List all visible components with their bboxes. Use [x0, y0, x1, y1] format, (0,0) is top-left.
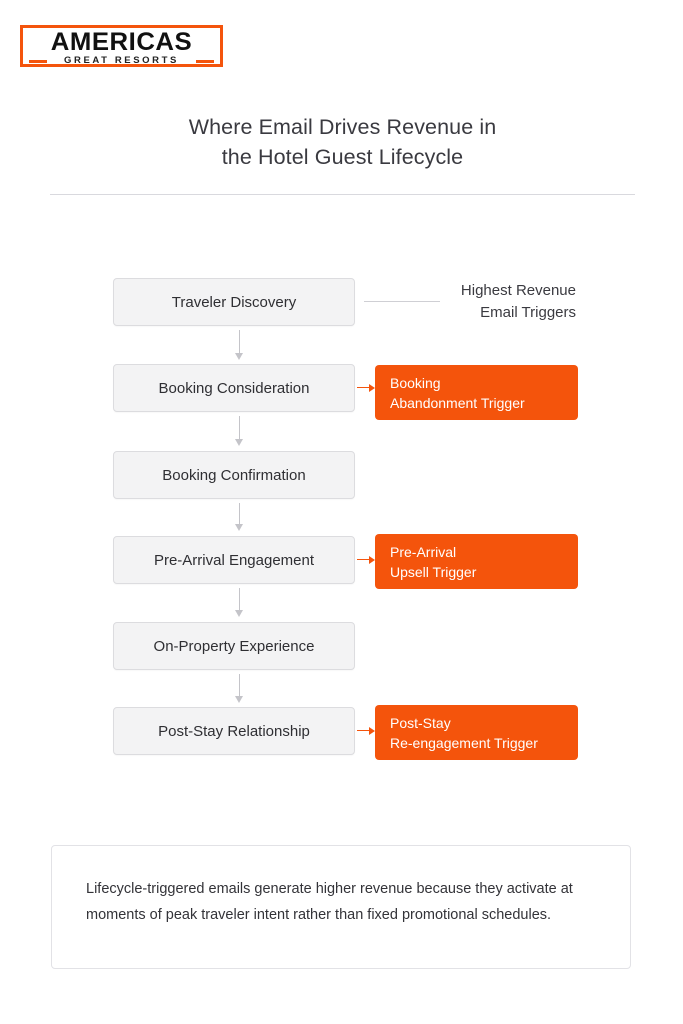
legend-label-line-1: Highest Revenue — [460, 282, 576, 299]
trigger-arrow-right-icon — [357, 382, 375, 394]
trigger-box-post-stay-reengagement[interactable] — [375, 705, 578, 760]
stage-box-post-stay-relationship[interactable] — [113, 707, 355, 755]
brand-name: AMERICAS — [50, 28, 193, 56]
flow-arrow-down-icon — [234, 330, 245, 360]
stage-box-pre-arrival-engagement[interactable] — [113, 536, 355, 584]
flow-arrow-down-icon — [234, 416, 245, 446]
trigger-label-line-2: Upsell Trigger — [390, 564, 477, 580]
legend-label — [400, 280, 576, 324]
stage-label: On-Property Experience — [153, 637, 315, 655]
summary-note-text: Lifecycle-triggered emails generate higher revenue because they activate at moments of peak traveler intent rather than fixed promotional schedules. — [86, 881, 573, 923]
stage-label: Pre-Arrival Engagement — [153, 551, 315, 569]
brand-tagline: GREAT RESORTS — [64, 55, 179, 66]
stage-box-on-property-experience[interactable] — [113, 622, 355, 670]
legend-label-line-2: Email Triggers — [480, 304, 576, 321]
summary-note — [51, 845, 631, 969]
flow-arrow-down-icon — [234, 503, 245, 531]
page-title-line-2: the Hotel Guest Lifecycle — [221, 145, 464, 169]
stage-box-booking-consideration[interactable] — [113, 364, 355, 412]
page-title-line-1: Where Email Drives Revenue in — [188, 115, 497, 139]
stage-label: Post-Stay Relationship — [158, 722, 310, 740]
stage-label: Traveler Discovery — [171, 293, 297, 311]
trigger-label-line-2: Abandonment Trigger — [390, 395, 525, 411]
stage-label: Booking Consideration — [158, 379, 310, 397]
flow-arrow-down-icon — [234, 674, 245, 703]
stage-box-traveler-discovery[interactable] — [113, 278, 355, 326]
trigger-label-line-1: Post-Stay — [390, 715, 451, 731]
stage-box-booking-confirmation[interactable] — [113, 451, 355, 499]
trigger-box-pre-arrival-upsell[interactable] — [375, 534, 578, 589]
trigger-arrow-right-icon — [357, 725, 375, 737]
flow-arrow-down-icon — [234, 588, 245, 617]
trigger-label-line-2: Re-engagement Trigger — [390, 735, 538, 751]
trigger-label-line-1: Pre-Arrival — [390, 544, 457, 560]
stage-label: Booking Confirmation — [162, 466, 306, 484]
trigger-box-booking-abandonment[interactable] — [375, 365, 578, 420]
trigger-label-line-1: Booking — [390, 375, 441, 391]
trigger-arrow-right-icon — [357, 554, 375, 566]
